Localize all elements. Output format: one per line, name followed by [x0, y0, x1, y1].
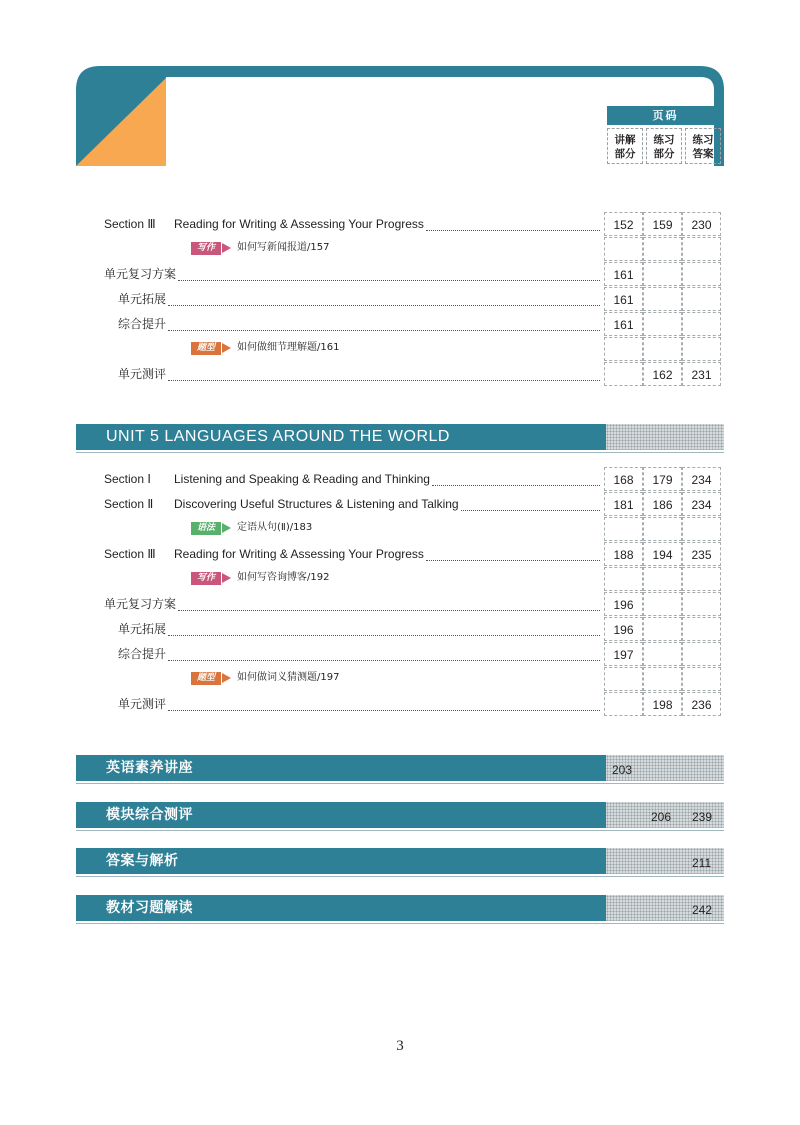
dot-leader [168, 696, 600, 711]
page-cells [604, 312, 723, 337]
section-bar-underline [76, 876, 724, 877]
dot-leader [461, 496, 600, 511]
section-bar-pattern [606, 895, 724, 921]
tip-arrow-icon [222, 343, 231, 353]
tip-arrow-icon [222, 573, 231, 583]
toc-row-label [118, 696, 166, 712]
page-number-cell: 152 [604, 212, 643, 236]
page-number-cell: 161 [604, 262, 643, 286]
section-bar-pattern [606, 848, 724, 874]
toc-row-label [118, 366, 166, 382]
dot-leader [168, 316, 600, 331]
tip-tag: 语法 [191, 522, 221, 535]
page-cells [604, 542, 723, 567]
section-page-number: 203 [612, 763, 633, 777]
page-number-cell [604, 692, 643, 716]
section-bar[interactable] [76, 802, 724, 828]
page-number-cell [643, 312, 682, 336]
page-number-cell: 231 [682, 362, 721, 386]
page-number-cell: 186 [643, 492, 682, 516]
dot-leader [168, 621, 600, 636]
toc-row-label [104, 216, 424, 232]
page-number-cell: 230 [682, 212, 721, 236]
page-number-cell [682, 592, 721, 616]
section-bar-title: 英语素养讲座 [106, 760, 193, 776]
dot-leader [432, 471, 600, 486]
section-page-number: 206 [651, 809, 672, 824]
dot-leader [168, 366, 600, 381]
page-cells [604, 617, 723, 642]
section-bar-title: 教材习题解读 [106, 899, 193, 916]
page-number-cell: 168 [604, 467, 643, 491]
page-number-cell [682, 642, 721, 666]
column-explain [607, 128, 643, 164]
toc-row-label [118, 621, 166, 637]
page-number-cell: 196 [604, 617, 643, 641]
section-bar-main [76, 802, 606, 828]
page-number-cell: 188 [604, 542, 643, 566]
page-cells [604, 337, 723, 362]
toc-row-label [104, 471, 430, 487]
toc-row-label [104, 266, 176, 282]
column-explain-line2: 部分 [614, 148, 636, 160]
section-bar[interactable] [76, 895, 724, 921]
toc-row-title: 单元拓展 [118, 622, 167, 636]
page-cells [604, 287, 723, 312]
page-cells [604, 517, 723, 542]
page-cell-empty [604, 667, 643, 691]
section-number: Section Ⅲ [104, 547, 156, 561]
column-explain-line1: 讲解 [614, 134, 636, 146]
tip-arrow-icon [222, 523, 231, 533]
section-bar-title: 模块综合测评 [106, 806, 193, 823]
toc-row-title: Listening and Speaking & Reading and Thinking [174, 472, 430, 486]
toc-row-label [104, 596, 176, 612]
section-bar-pattern [606, 802, 724, 828]
page-number-cell: 196 [604, 592, 643, 616]
page-cell-empty [682, 237, 721, 261]
column-practice [646, 128, 682, 164]
page-cell-empty [604, 337, 643, 361]
page-number: 3 [396, 1038, 404, 1054]
page-cell-empty [682, 337, 721, 361]
toc-row-label [118, 646, 166, 662]
tip-tag: 题型 [191, 672, 221, 685]
section-number: Section Ⅰ [104, 472, 151, 486]
page-cell-empty [682, 567, 721, 591]
toc-row-title: 单元测评 [118, 367, 167, 381]
page-number-cell [682, 262, 721, 286]
column-answers-line1: 练习 [692, 134, 714, 146]
page-number-cell [643, 262, 682, 286]
column-answers-line2: 答案 [692, 148, 714, 160]
tip-tag: 写作 [191, 242, 221, 255]
unit5-bar-underline [76, 452, 724, 453]
page-number-cell: 198 [643, 692, 682, 716]
page-number-cell [682, 617, 721, 641]
section-bar-pattern [606, 755, 724, 781]
tip-row [191, 671, 339, 686]
page-number-cell: 194 [643, 542, 682, 566]
page-label: 页码 [607, 106, 724, 125]
tip-row [191, 521, 312, 536]
page-number-cell: 235 [682, 542, 721, 566]
column-answers [685, 128, 721, 164]
tip-row [191, 571, 329, 586]
section-page-number: 211 [692, 856, 712, 870]
page-number-cell: 234 [682, 492, 721, 516]
tip-text: 定语从句(Ⅱ)/183 [237, 522, 313, 533]
section-number: Section Ⅱ [104, 497, 154, 511]
dot-leader [426, 216, 600, 231]
section-bar-title: 答案与解析 [106, 853, 179, 869]
section-bar-main [76, 755, 606, 781]
unit5-bar-main [76, 424, 606, 450]
section-bar-main [76, 895, 606, 921]
page-cells [604, 492, 723, 517]
column-practice-line2: 部分 [653, 148, 675, 160]
page-cells [604, 567, 723, 592]
page-cell-empty [604, 567, 643, 591]
page-number-cell: 236 [682, 692, 721, 716]
page-cells [604, 262, 723, 287]
page-number-cell: 179 [643, 467, 682, 491]
dot-leader [178, 266, 600, 281]
page-number-cell: 161 [604, 312, 643, 336]
section-page-number: 242 [692, 902, 713, 917]
tip-text: 如何写咨询博客/192 [237, 572, 330, 583]
page-number-cell [682, 312, 721, 336]
dot-leader [178, 596, 600, 611]
tip-arrow-icon [222, 673, 231, 683]
page-number-cell: 162 [643, 362, 682, 386]
toc-row-label [118, 316, 166, 332]
page-number-cell [643, 617, 682, 641]
toc-row-title: 单元测评 [118, 697, 167, 711]
page-number-cell [643, 642, 682, 666]
page-cell-empty [604, 237, 643, 261]
page-cell-empty [643, 567, 682, 591]
section-page-number: 239 [692, 809, 713, 824]
tip-text: 如何做细节理解题/161 [237, 342, 340, 353]
page-cell-empty [682, 517, 721, 541]
dot-leader [168, 646, 600, 661]
tip-text: 如何写新闻报道/157 [237, 242, 330, 253]
tip-tag: 题型 [191, 342, 221, 355]
page-cells [604, 212, 723, 237]
page-cells [604, 237, 723, 262]
toc-row-label [118, 291, 166, 307]
page-number-cell [643, 592, 682, 616]
page-cells [604, 467, 723, 492]
tip-text: 如何做词义猜测题/197 [237, 672, 340, 683]
page-number-cell [682, 287, 721, 311]
section-bar-underline [76, 830, 724, 831]
toc-row-title: 单元复习方案 [104, 597, 177, 611]
section-bar[interactable] [76, 755, 724, 781]
page-cells [604, 592, 723, 617]
page-cell-empty [643, 237, 682, 261]
toc-row-label [104, 496, 459, 512]
dot-leader [168, 291, 600, 306]
toc-row-title: Discovering Useful Structures & Listening and Talking [174, 497, 459, 511]
page-number-cell: 161 [604, 287, 643, 311]
tip-arrow-icon [222, 243, 231, 253]
section-bar-underline [76, 783, 724, 784]
page-cell-empty [643, 667, 682, 691]
page-number-cell: 234 [682, 467, 721, 491]
page-cells [604, 692, 723, 717]
toc-row-title: 综合提升 [118, 647, 167, 661]
toc-row-title: 单元复习方案 [104, 267, 177, 281]
page-number-cell: 181 [604, 492, 643, 516]
tip-row [191, 341, 339, 356]
toc-row-title: 综合提升 [118, 317, 167, 331]
page-number-cell [643, 287, 682, 311]
tip-tag: 写作 [191, 572, 221, 585]
page-cell-empty [643, 517, 682, 541]
page-number-cell: 159 [643, 212, 682, 236]
page-cell-empty [604, 517, 643, 541]
unit5-bar-pattern [606, 424, 724, 450]
section-bar-underline [76, 923, 724, 924]
page-number-cell [604, 362, 643, 386]
section-bar[interactable] [76, 848, 724, 874]
toc-row-label [104, 546, 424, 562]
page-cells [604, 667, 723, 692]
toc-row-title: Reading for Writing & Assessing Your Progress [174, 217, 424, 231]
page-column-header [607, 106, 725, 165]
tip-row [191, 241, 329, 256]
toc-row-title: Reading for Writing & Assessing Your Progress [174, 547, 424, 561]
section-bar-main [76, 848, 606, 874]
column-practice-line1: 练习 [653, 134, 675, 146]
page-cell-empty [682, 667, 721, 691]
page-cells [604, 642, 723, 667]
unit5-title: UNIT 5 LANGUAGES AROUND THE WORLD [106, 428, 450, 445]
dot-leader [426, 546, 600, 561]
toc-row-title: 单元拓展 [118, 292, 167, 306]
section-number: Section Ⅲ [104, 217, 156, 231]
page-cells [604, 362, 723, 387]
page-number-cell: 197 [604, 642, 643, 666]
unit5-bar [76, 424, 724, 450]
page-cell-empty [643, 337, 682, 361]
